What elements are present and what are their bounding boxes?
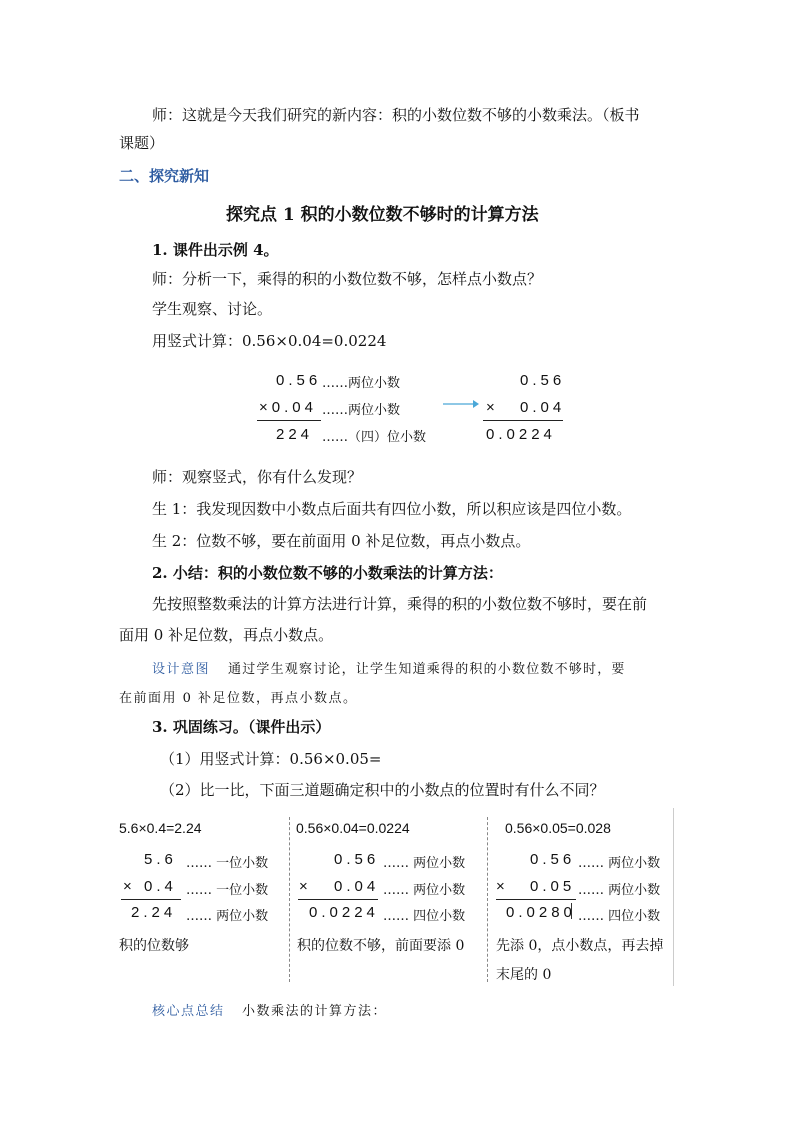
column-comment-line-1: 先添 0，点小数点，再去掉 [496,938,664,954]
teacher-question: 师：分析一下，乘得的积的小数位数不够，怎样点小数点？ [152,270,543,288]
product: 0.0224 [309,904,379,921]
factor-1-note: ……两位小数 [322,376,401,391]
factor-2-note: ……两位小数 [322,403,401,418]
times-sign: × [486,399,495,416]
section-title: 二、探究新知 [119,167,210,185]
times-sign: × [496,878,505,895]
calc-rule [496,899,576,900]
product: 0.0280 [506,904,576,921]
factor-1: 5.6 [144,851,177,868]
column-divider [289,817,290,982]
practice-q1: （1）用竖式计算：0.56×0.05= [160,750,382,768]
product-note: …… 四位小数 [383,909,466,924]
equation: 0.56×0.05=0.028 [505,820,611,836]
summary-line-2: 面用 0 补足位数，再点小数点。 [119,626,334,644]
core-summary-label: 核心点总结 [152,1004,225,1019]
product: 224 [276,426,314,443]
product-note: ……（四）位小数 [322,430,427,445]
factor-1: 0.56 [334,851,380,868]
s1-heading: 1. 课件出示例 4。 [152,241,279,259]
cursor-mark [571,903,572,919]
factor-2: 0.05 [530,878,576,895]
factor-2: 0.04 [334,878,380,895]
intro-line-1: 师：这就是今天我们研究的新内容：积的小数位数不够的小数乘法。（板书 [152,106,640,124]
product: 0.0224 [486,426,556,443]
summary-line-1: 先按照整数乘法的计算方法进行计算，乘得的积的小数位数不够时，要在前 [152,595,648,613]
factor-1: 0.56 [530,851,576,868]
calc-rule [257,420,321,421]
vertical-calc-text: 用竖式计算：0.56×0.04=0.0224 [152,332,387,350]
equation: 5.6×0.4=2.24 [119,820,202,836]
design-intent-label: 设计意图 [152,662,211,677]
student-1-answer: 生 1：我发现因数中小数点后面共有四位小数，所以积应该是四位小数。 [152,500,632,518]
factor-2-note: …… 两位小数 [578,883,661,898]
design-intent-line-1: 通过学生观察讨论，让学生知道乘得的积的小数位数不够时，要 [228,662,626,677]
factor-2: 0.4 [144,878,177,895]
factor-2: ×0.04 [259,399,317,416]
factor-1-note: …… 两位小数 [383,856,466,871]
product-note: …… 两位小数 [186,909,269,924]
column-border [673,808,674,986]
times-sign: × [299,878,308,895]
calc-rule [483,420,563,421]
factor-2-note: …… 两位小数 [383,883,466,898]
factor-2-note: …… 一位小数 [186,883,269,898]
factor-1-note: …… 两位小数 [578,856,661,871]
practice-heading: 3. 巩固练习。（课件出示） [152,718,331,736]
factor-1-note: …… 一位小数 [186,856,269,871]
product-note: …… 四位小数 [578,909,661,924]
design-intent-line-2: 在前面用 0 补足位数，再点小数点。 [119,691,358,706]
teacher-observe: 师：观察竖式，你有什么发现？ [152,468,363,486]
product: 2.24 [131,904,177,921]
factor-1: 0.56 [276,372,322,389]
summary-heading: 2. 小结：积的小数位数不够的小数乘法的计算方法： [152,564,503,582]
column-comment-line-2: 末尾的 0 [496,967,552,983]
column-comment: 积的位数不够，前面要添 0 [297,938,465,954]
core-summary-text: 小数乘法的计算方法： [242,1004,388,1019]
factor-2: 0.04 [520,399,566,416]
intro-line-2: 课题） [119,134,165,152]
column-divider [487,817,488,982]
calc-rule [121,899,181,900]
times-sign: × [123,878,132,895]
student-2-answer: 生 2：位数不够，要在前面用 0 补足位数，再点小数点。 [152,532,531,550]
equation: 0.56×0.04=0.0224 [296,820,410,836]
factor-1: 0.56 [520,372,566,389]
arrow-right-icon [442,398,480,410]
column-comment: 积的位数够 [119,938,189,954]
explore-title: 探究点 1 积的小数位数不够时的计算方法 [226,205,539,225]
calc-rule [298,899,378,900]
practice-q2: （2）比一比，下面三道题确定积中的小数点的位置时有什么不同？ [160,781,605,799]
student-discussion: 学生观察、讨论。 [152,300,273,318]
